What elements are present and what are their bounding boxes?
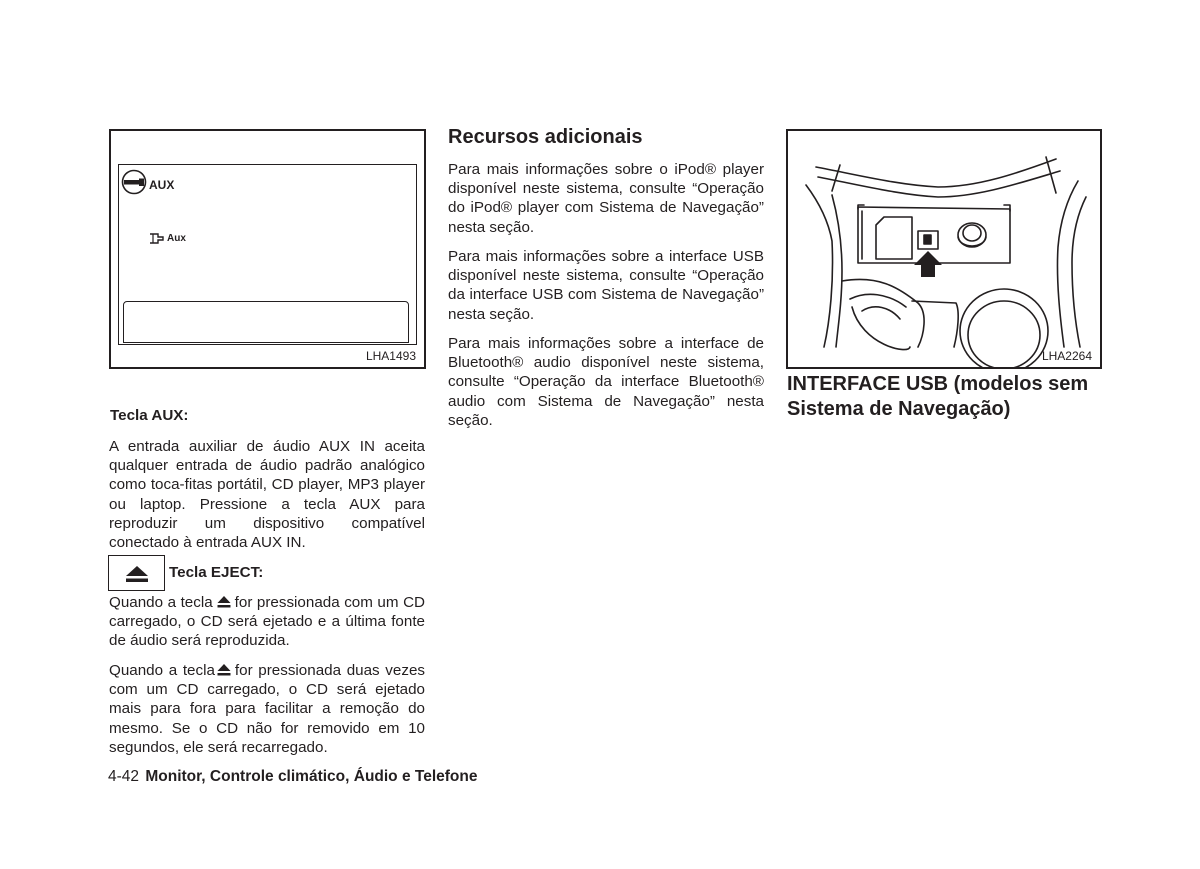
paragraph-usb: Para mais informações sobre a interface USB disponível neste sistema, consulte “Operação da interface USB com Sistema de Navegação” nesta seção. <box>448 248 764 323</box>
heading-aux: Tecla AUX: <box>110 407 189 424</box>
paragraph-eject-1 <box>109 593 425 651</box>
chapter-title: Monitor, Controle climático, Áudio e Telefone <box>145 768 478 785</box>
paragraph-eject-1-start: Quando a tecla <box>109 594 213 611</box>
paragraph-bluetooth: Para mais informações sobre a interface de Bluetooth® audio disponível neste sistema, consulte “Operação da interface Bluetooth® audio com Sistema de Navegação” nesta seção. <box>448 335 764 429</box>
heading-eject: Tecla EJECT: <box>169 564 264 581</box>
paragraph-eject-2 <box>109 661 425 757</box>
console-illustration <box>788 131 1100 367</box>
figure-code: LHA1493 <box>365 349 416 363</box>
eject-inline-icon <box>217 664 231 676</box>
paragraph-eject-2-end: for pressionada duas vezes com um CD carregado, o CD será ejetado mais para fora para facilitar a remoção do mesmo. Se o CD não for removido em 10 segundos, ele será recarregado. <box>109 662 425 756</box>
screen-display <box>118 164 417 345</box>
eject-inline-icon <box>217 596 231 608</box>
figure-code: LHA2264 <box>1041 349 1092 363</box>
paragraph-eject-2-start: Quando a tecla <box>109 662 215 679</box>
paragraph-aux: A entrada auxiliar de áudio AUX IN aceita qualquer entrada de áudio padrão analógico como toca-fitas portátil, CD player, MP3 player ou laptop. Pressione a tecla AUX para reproduzir um dispositivo compatível conectado à entrada AUX IN. <box>109 438 425 552</box>
paragraph-ipod: Para mais informações sobre o iPod® player disponível neste sistema, consulte “Operação do iPod® player com Sistema de Navegação” nesta seção. <box>448 161 764 236</box>
paragraph-eject-1-end: for pressionada com um CD carregado, o CD será ejetado e a última fonte de áudio será reproduzida. <box>109 594 425 650</box>
aux-plug-icon <box>121 169 149 200</box>
aux-small-plug-icon <box>149 232 165 250</box>
screen-aux-small-label: Aux <box>167 233 186 244</box>
heading-usb-interface: INTERFACE USB (modelos sem Sistema de Navegação) <box>787 373 1089 420</box>
arrow-up-icon <box>914 251 942 277</box>
eject-icon <box>125 565 149 588</box>
page-footer <box>108 768 477 786</box>
heading-additional-features: Recursos adicionais <box>448 126 643 148</box>
screen-aux-label: AUX <box>149 178 175 192</box>
page-number: 4-42 <box>108 768 140 785</box>
figure-usb-console <box>786 129 1102 369</box>
eject-key-box <box>108 555 165 591</box>
screen-bottom-panel <box>123 301 409 343</box>
figure-aux-screen <box>109 129 426 369</box>
